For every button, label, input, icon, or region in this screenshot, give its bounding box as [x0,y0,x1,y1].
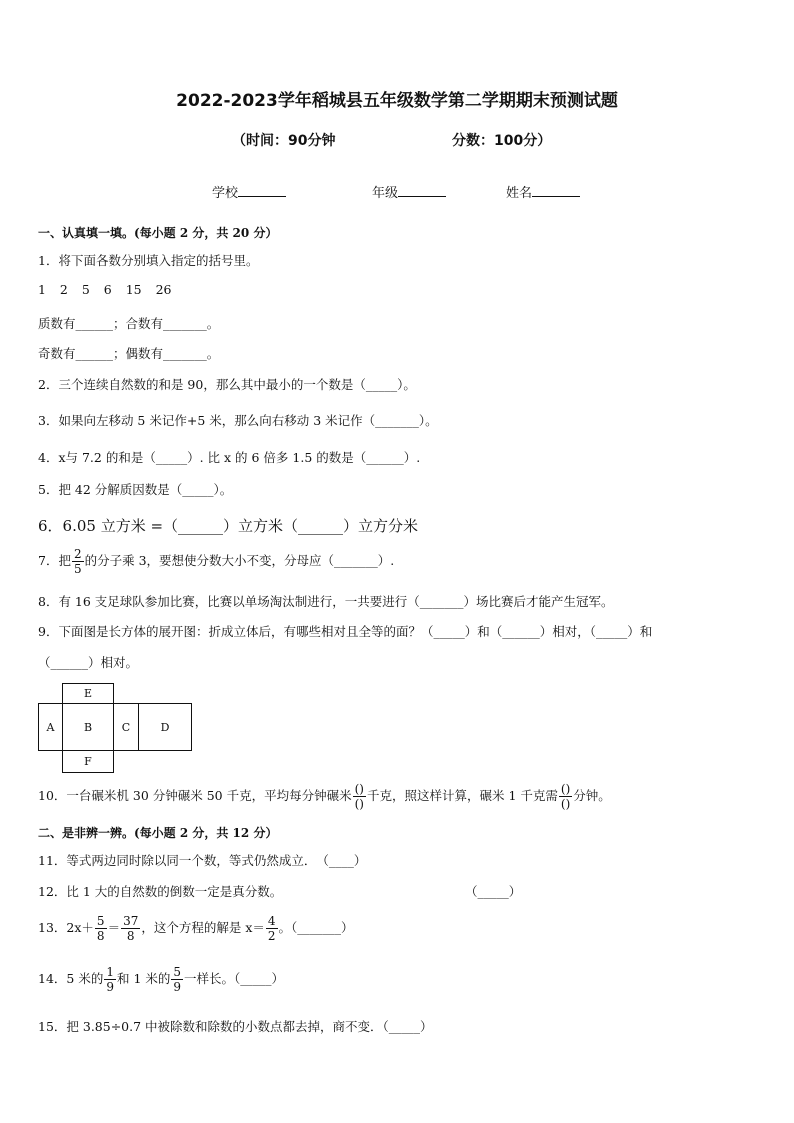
school-field: 学校 [212,182,286,201]
fraction-1-9: $\frac{1}{9}$ [106,965,114,994]
fraction-2-5: $\frac{2}{5}$ [73,547,82,576]
name-field: 姓名 [506,182,580,201]
question-2: 2．三个连续自然数的和是 90，那么其中最小的一个数是（_____）。 [38,377,416,392]
grade-blank[interactable] [398,184,446,197]
question-8: 8．有 16 支足球队参加比赛，比赛以单场淘汰制进行，一共要进行（_______）场比赛后才能产生冠军。 [38,594,614,609]
question-12: 12．比 1 大的自然数的倒数一定是真分数。 [38,884,283,899]
question-14: 14．5 米的 $\frac{1}{9}$ 和 1 米的 $\frac{5}{9}$ 一样长。（_____） [38,965,285,994]
question-5: 5．把 42 分解质因数是（_____）。 [38,482,233,497]
question-13: 13．2x＋ $\frac{5}{8}$ ＝ $\frac{37}{8}$ ，这个方程的解是 x＝ $\frac{4}{2}$ 。（_______） [38,914,354,943]
question-3: 3．如果向左移动 5 米记作+5 米，那么向右移动 3 米记作（_______）。 [38,413,438,428]
fraction-blank-1: $\frac{()}{()}$ [354,782,364,811]
cuboid-net-diagram [38,683,198,773]
question-1: 1．将下面各数分别填入指定的括号里。 [38,253,259,268]
name-blank[interactable] [532,184,580,197]
question-12-blank: （_____） [465,884,522,899]
question-4: 4．x与 7.2 的和是（_____）. 比 x 的 6 倍多 1.5 的数是（______）. [38,450,421,465]
question-9: 9．下面图是长方体的展开图：折成立体后，有哪些相对且全等的面？（_____）和（______）相对，（_____）和 [38,624,653,639]
section-1-heading: 一、认真填一填。(每小题 2 分，共 20 分） [38,226,278,240]
question-15: 15．把 3.85÷0.7 中被除数和除数的小数点都去掉，商不变．（_____） [38,1019,433,1034]
grade-field: 年级 [372,182,446,201]
exam-score: 分数：100分） [452,133,552,149]
page-title: 2022-2023学年稻城县五年级数学第二学期期末预测试题 [176,91,618,111]
fraction-5-9: $\frac{5}{9}$ [173,965,182,994]
question-1-numbers: 1 2 5 6 15 26 [38,282,172,297]
fraction-blank-2: $\frac{()}{()}$ [560,782,571,811]
face-c: C [113,703,139,751]
face-a: A [38,703,63,751]
question-11: 11．等式两边同时除以同一个数，等式仍然成立． （____） [38,853,367,868]
question-7: 7．把 $\frac{2}{5}$ 的分子乘 3，要想使分数大小不变，分母应（_______）. [38,547,395,576]
question-9-cont: （______）相对。 [38,655,139,670]
fraction-4-2: $\frac{4}{2}$ [267,914,276,943]
exam-time: （时间：90分钟 [232,133,336,149]
question-1-primes: 质数有______；合数有_______。 [38,316,220,331]
school-blank[interactable] [238,184,286,197]
section-2-heading: 二、是非辨一辨。(每小题 2 分，共 12 分） [38,826,278,840]
fraction-37-8: $\frac{37}{8}$ [123,914,139,943]
fraction-5-8: $\frac{5}{8}$ [96,914,105,943]
question-1-odds: 奇数有______；偶数有_______。 [38,346,220,361]
question-6: 6．6.05 立方米 =（______）立方米（______）立方分米 [38,517,419,535]
face-f: F [62,750,114,773]
question-10: 10．一台碾米机 30 分钟碾米 50 千克，平均每分钟碾米 $\frac{()}{()}$ 千克，照这样计算，碾米 1 千克需 $\frac{()}{()}$ 分钟。 [38,782,611,811]
face-b: B [62,703,114,751]
face-e: E [62,683,114,704]
face-d: D [138,703,192,751]
